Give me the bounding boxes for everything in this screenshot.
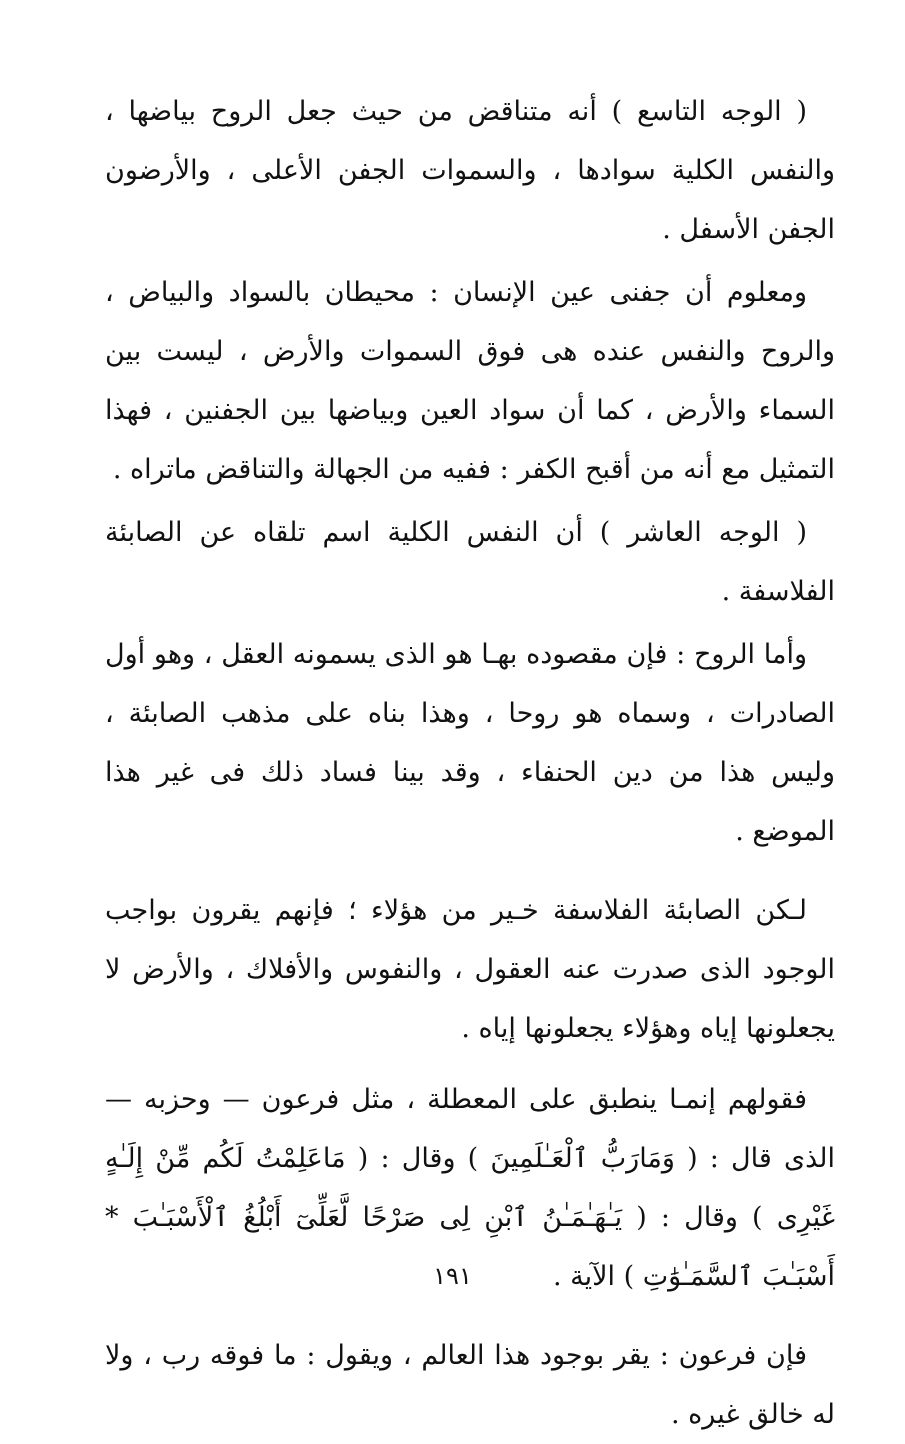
paragraph-ninth-aspect: ( الوجه التاسع ) أنه متناقض من حيث جعل الروح بياضها ، والنفس الكلية سوادها ، والسموات الجفن الأعلى ، والأرضون الجفن الأسفل . xyxy=(105,96,835,245)
paragraph-eyelids: ومعلوم أن جفنى عين الإنسان : محيطان بالسواد والبياض ، والروح والنفس عنده هى فوق السموات والأرض ، ليست بين السماء والأرض ، كما أن سواد العين وبياضها بين الجفنين ، فهذا التمثيل مع أنه من أقبح الكفر : ففيه من الجهالة والتناقض ماتراه . xyxy=(105,277,835,485)
paragraph-pharaoh: فإن فرعون : يقر بوجود هذا العالم ، ويقول : ما فوقه رب ، ولا له خالق غيره . xyxy=(105,1340,835,1430)
paragraph-tenth-aspect: ( الوجه العاشر ) أن النفس الكلية اسم تلقاه عن الصابئة الفلاسفة . xyxy=(105,517,835,607)
page-number: ١٩١ xyxy=(433,1262,472,1290)
paragraph-sabians: لـكن الصابئة الفلاسفة خـير من هؤلاء ؛ فإنهم يقرون بواجب الوجود الذى صدرت عنه العقول ، والنفوس والأفلاك ، والأرض لا يجعلونها إياه وهؤلاء يجعلونها إياه . xyxy=(105,895,835,1044)
body-text xyxy=(105,82,835,1444)
paragraph-spirit: وأما الروح : فإن مقصوده بهـا هو الذى يسمونه العقل ، وهو أول الصادرات ، وسماه هو روحا ، وهذا بناه على مذهب الصابئة ، وليس هذا من دين الحنفاء ، وقد بينا فساد ذلك فى غير هذا الموضع . xyxy=(105,639,835,847)
paragraph-pharaoh-quotes: فقولهم إنمـا ينطبق على المعطلة ، مثل فرعون — وحزبه — الذى قال : ( وَمَارَبُّ ٱلْعَـٰلَمِينَ ) وقال : ( مَاعَلِمْتُ لَكُم مِّنْ إِلَـٰهٍ غَيْرِى ) وقال : ( يَـٰهَـٰمَـٰنُ ٱبْنِ لِى صَرْحًا لَّعَلِّىٓ أَبْلُغُ ٱلْأَسْبَـٰبَ * أَسْبَـٰبَ ٱلسَّمَـٰوَٰتِ ) الآية . xyxy=(105,1084,835,1292)
